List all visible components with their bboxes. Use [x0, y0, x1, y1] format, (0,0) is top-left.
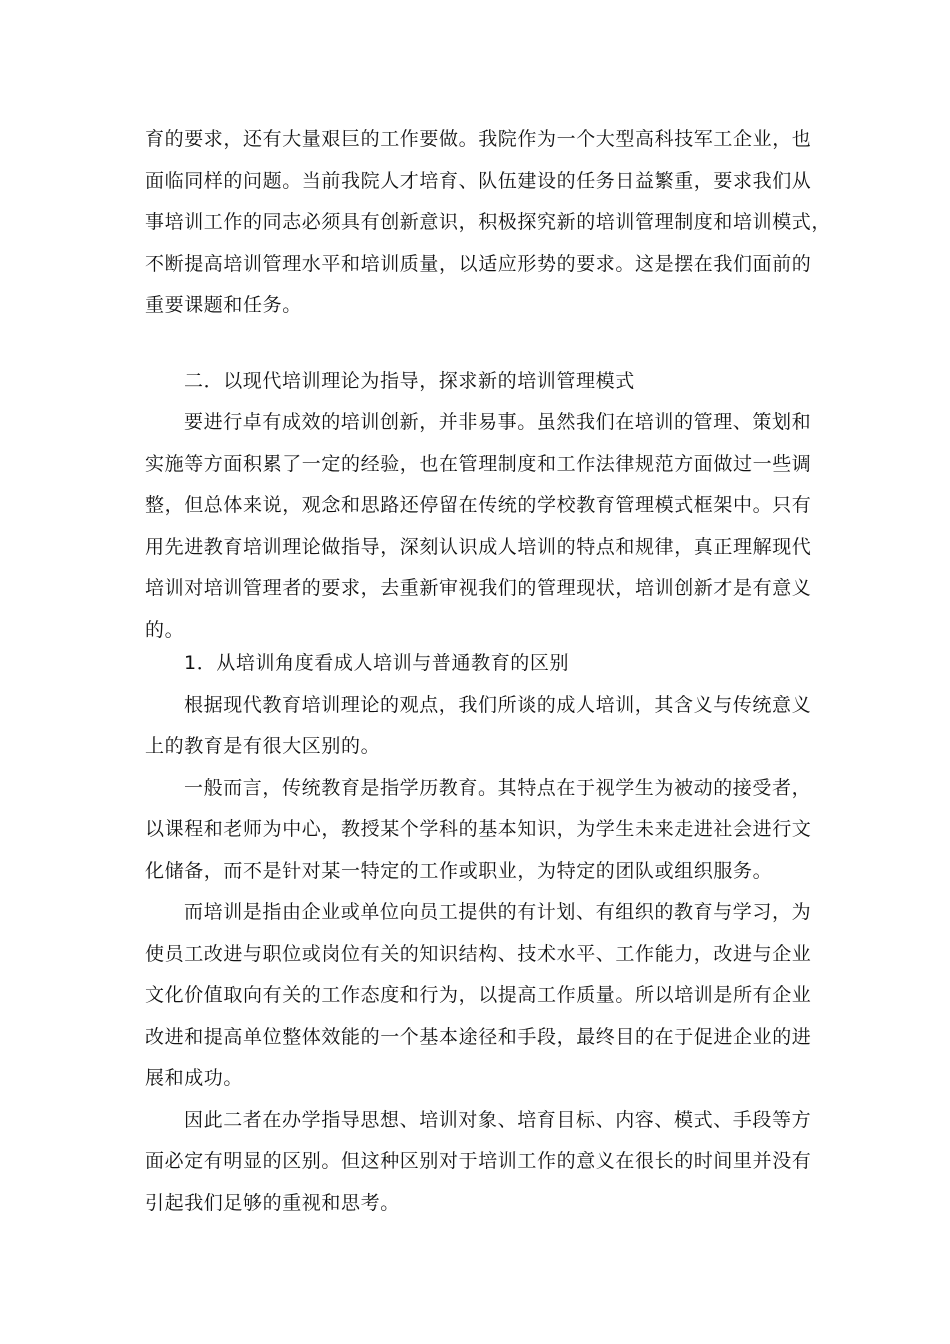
- subsection-heading: 1．从培训角度看成人培训与普通教育的区别: [184, 652, 570, 674]
- text-line: 面临同样的问题。当前我院人才培育、队伍建设的任务日益繁重，要求我们从: [145, 170, 812, 192]
- text-line: 面必定有明显的区别。但这种区别对于培训工作的意义在很长的时间里并没有: [145, 1150, 812, 1172]
- text-line: 根据现代教育培训理论的观点，我们所谈的成人培训，其含义与传统意义: [184, 694, 812, 716]
- text-line: 事培训工作的同志必须具有创新意识，积极探究新的培训管理制度和培训模式，: [145, 211, 832, 233]
- text-line: 使员工改进与职位或岗位有关的知识结构、技术水平、工作能力，改进与企业: [145, 943, 812, 965]
- text-line: 要进行卓有成效的培训创新，并非易事。虽然我们在培训的管理、策划和: [184, 411, 812, 433]
- text-line: 而培训是指由企业或单位向员工提供的有计划、有组织的教育与学习，为: [184, 901, 812, 923]
- text-line: 重要课题和任务。: [145, 294, 302, 316]
- section-heading: 二．以现代培训理论为指导，探求新的培训管理模式: [184, 370, 635, 392]
- text-line: 育的要求，还有大量艰巨的工作要做。我院作为一个大型高科技军工企业，也: [145, 128, 812, 150]
- text-line: 因此二者在办学指导思想、培训对象、培育目标、内容、模式、手段等方: [184, 1109, 812, 1131]
- text-line: 用先进教育培训理论做指导，深刻认识成人培训的特点和规律，真正理解现代: [145, 536, 812, 558]
- text-line: 改进和提高单位整体效能的一个基本途径和手段，最终目的在于促进企业的进: [145, 1026, 812, 1048]
- text-line: 以课程和老师为中心，教授某个学科的基本知识，为学生未来走进社会进行文: [145, 818, 812, 840]
- text-line: 文化价值取向有关的工作态度和行为，以提高工作质量。所以培训是所有企业: [145, 984, 812, 1006]
- text-line: 引起我们足够的重视和思考。: [145, 1192, 400, 1214]
- text-line: 的。: [145, 619, 185, 641]
- text-line: 上的教育是有很大区别的。: [145, 735, 381, 757]
- text-line: 不断提高培训管理水平和培训质量，以适应形势的要求。这是摆在我们面前的: [145, 253, 812, 275]
- text-line: 培训对培训管理者的要求，去重新审视我们的管理现状，培训创新才是有意义: [145, 577, 812, 599]
- text-line: 化储备，而不是针对某一特定的工作或职业，为特定的团队或组织服务。: [145, 860, 773, 882]
- text-line: 实施等方面积累了一定的经验，也在管理制度和工作法律规范方面做过一些调: [145, 453, 812, 475]
- text-line: 展和成功。: [145, 1067, 244, 1089]
- text-line: 整，但总体来说，观念和思路还停留在传统的学校教育管理模式框架中。只有: [145, 494, 812, 516]
- text-line: 一般而言，传统教育是指学历教育。其特点在于视学生为被动的接受者，: [184, 777, 812, 799]
